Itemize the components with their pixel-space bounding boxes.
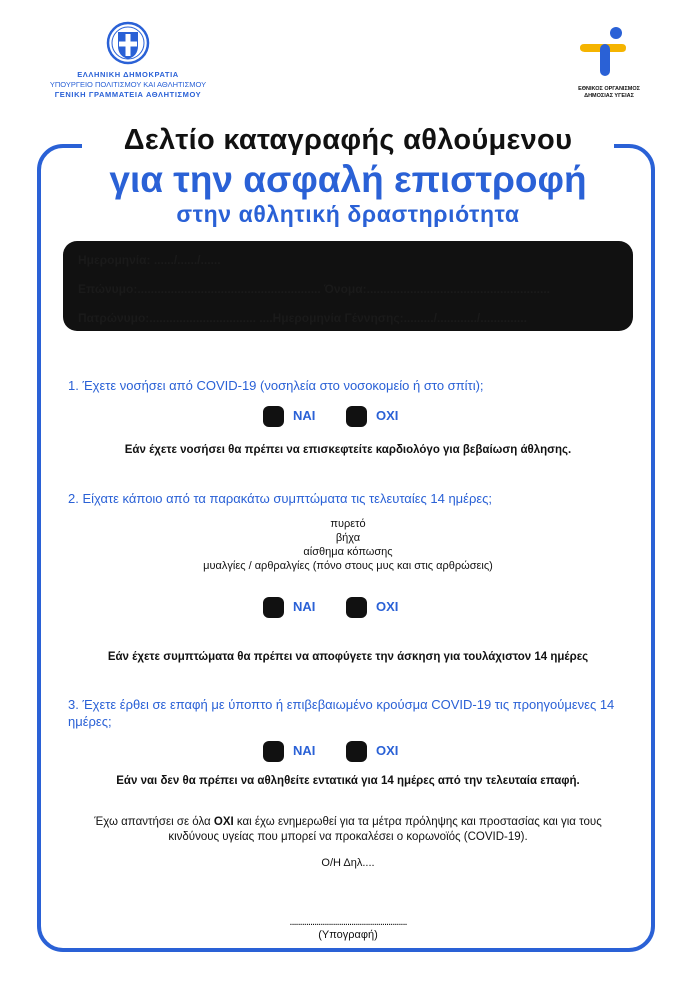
- father-birthdate-fields-row[interactable]: Πατρώνυμο:................................ ....Ημερομηνία Γέννησης:........./............/..............: [78, 311, 527, 325]
- checkbox[interactable]: [346, 406, 367, 427]
- declaration-text: [68, 815, 628, 845]
- no-label: ΟΧΙ: [376, 743, 399, 758]
- yes-label: ΝΑΙ: [293, 743, 316, 758]
- no-label: ΟΧΙ: [376, 408, 399, 423]
- form-title-line1: Δελτίο καταγραφής αθλούμενου: [82, 122, 614, 158]
- symptom-item: αίσθημα κόπωσης: [303, 546, 393, 558]
- question-1-no-option[interactable]: [346, 406, 466, 428]
- header-eody-line1: ΕΘΝΙΚΟΣ ΟΡΓΑΝΙΣΜΟΣ: [578, 86, 640, 92]
- no-label: ΟΧΙ: [376, 599, 399, 614]
- yes-label: ΝΑΙ: [293, 408, 316, 423]
- yes-label: ΝΑΙ: [293, 599, 316, 614]
- header-ministry-line1: ΕΛΛΗΝΙΚΗ ΔΗΜΟΚΡΑΤΙΑ: [77, 70, 179, 79]
- declaration-part: και έχω ενημερωθεί για τα μέτρα πρόληψης και προστασίας και για τους κινδύνους υγείας που μπορεί να προκαλέσει ο κορωνοϊός (COVID-19).: [168, 816, 602, 843]
- question-1-text: 1. Έχετε νοσήσει από COVID-19 (νοσηλεία στο νοσοκομείο ή στο σπίτι);: [68, 378, 484, 393]
- checkbox[interactable]: [263, 597, 284, 618]
- symptom-item: μυαλγίες / αρθραλγίες (πόνο στους μυς και στις αρθρώσεις): [203, 560, 493, 572]
- declarant-label: Ο/Η Δηλ....: [321, 857, 375, 869]
- eody-logo-icon: [576, 24, 630, 80]
- checkbox[interactable]: [263, 741, 284, 762]
- question-3-note: Εάν ναι δεν θα πρέπει να αθληθείτε εντατικά για 14 ημέρες από την τελευταία επαφή.: [116, 775, 580, 787]
- header-ministry-line2: ΥΠΟΥΡΓΕΙΟ ΠΟΛΙΤΙΣΜΟΥ ΚΑΙ ΑΘΛΗΤΙΣΜΟΥ: [49, 80, 207, 89]
- declaration-bold: ΟΧΙ: [213, 816, 234, 828]
- declaration-part: Έχω απαντήσει σε όλα: [94, 816, 214, 828]
- symptom-item: βήχα: [335, 532, 361, 544]
- question-3-no-option[interactable]: [346, 741, 466, 763]
- symptom-item: πυρετό: [330, 518, 366, 530]
- checkbox[interactable]: [346, 741, 367, 762]
- signature-label: (Υπογραφή): [318, 929, 378, 941]
- form-title-line3: στην αθλητική δραστηριότητα: [176, 201, 520, 227]
- question-2-text: 2. Είχατε κάποιο από τα παρακάτω συμπτώματα τις τελευταίες 14 ημέρες;: [68, 491, 493, 506]
- question-1-note: Εάν έχετε νοσήσει θα πρέπει να επισκεφτείτε καρδιολόγο για βεβαίωση άθλησης.: [124, 444, 572, 456]
- date-field[interactable]: Ημερομηνία: ....../....../......: [78, 253, 221, 267]
- question-2-no-option[interactable]: [346, 597, 466, 619]
- checkbox[interactable]: [346, 597, 367, 618]
- signature-line[interactable]: .........................................................: [289, 916, 407, 928]
- question-2-note: Εάν έχετε συμπτώματα θα πρέπει να αποφύγετε την άσκηση για τουλάχιστον 14 ημέρες: [107, 651, 589, 663]
- checkbox[interactable]: [263, 406, 284, 427]
- greek-republic-emblem-icon: [106, 20, 150, 66]
- form-title-line2: για την ασφαλή επιστροφή: [109, 159, 587, 200]
- question-3-text: 3. Έχετε έρθει σε επαφή με ύποπτο ή επιβεβαιωμένο κρούσμα COVID-19 τις προηγούμενες 14 ημέρες;: [68, 697, 615, 729]
- name-fields-row[interactable]: Επώνυμο:....................................................... Όνομα:.......................................................: [78, 282, 551, 296]
- header-eody-line2: ΔΗΜΟΣΙΑΣ ΥΓΕΙΑΣ: [584, 93, 634, 99]
- header-ministry-line3: ΓΕΝΙΚΗ ΓΡΑΜΜΑΤΕΙΑ ΑΘΛΗΤΙΣΜΟΥ: [54, 90, 202, 99]
